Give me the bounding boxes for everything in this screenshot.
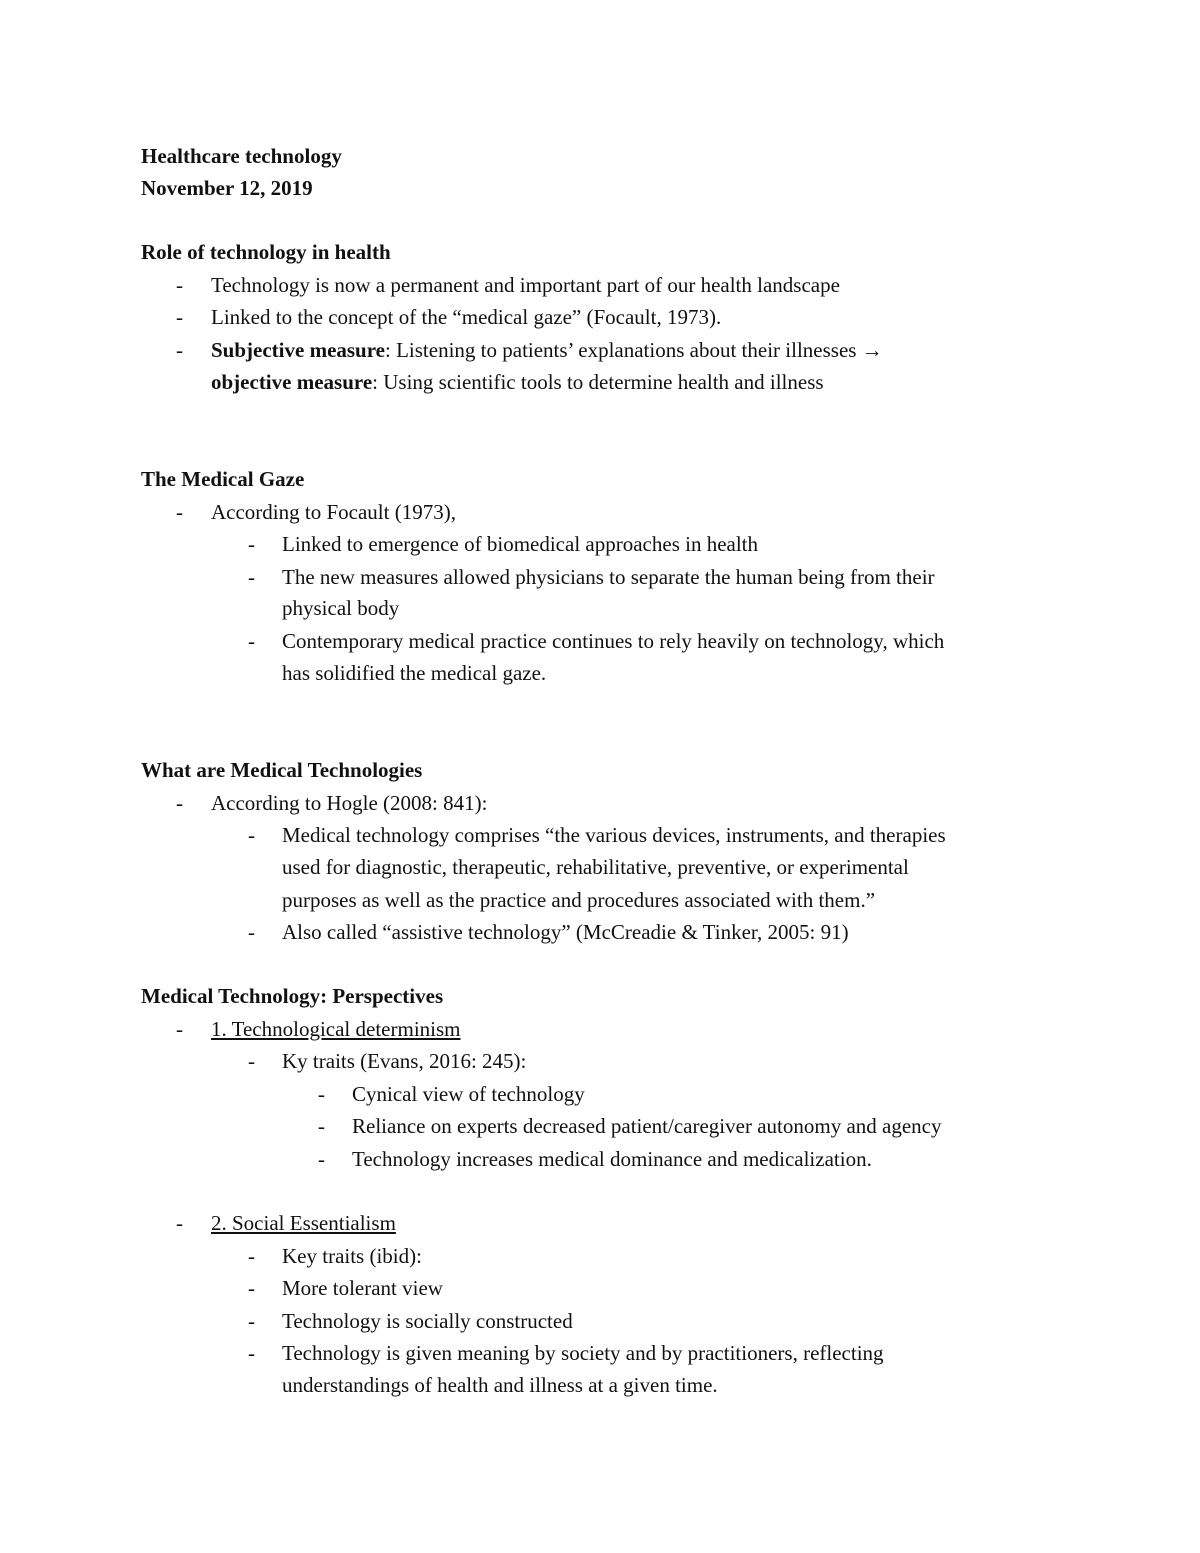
sub-bullet-text: Contemporary medical practice continues to rely heavily on technology, which	[282, 629, 945, 653]
term-objective-measure: objective measure	[211, 370, 373, 394]
perspective-title-social-essentialism: 2. Social Essentialism	[211, 1211, 396, 1235]
bullet-dash: -	[176, 500, 183, 524]
sub-bullet-text: Medical technology comprises “the various devices, instruments, and therapies	[282, 823, 946, 847]
sub-bullet-text: Linked to emergence of biomedical approaches in health	[282, 532, 759, 556]
section-heading-medical-gaze: The Medical Gaze	[141, 467, 305, 491]
bullet-dash: -	[176, 791, 183, 815]
sub-bullet-text: Technology is socially constructed	[282, 1309, 573, 1333]
sub-bullet-text: Ky traits (Evans, 2016: 245):	[282, 1049, 527, 1073]
sub-bullet-text: The new measures allowed physicians to separate the human being from their	[282, 565, 935, 589]
document-title: Healthcare technology	[141, 144, 342, 168]
sub-bullet-dash: -	[248, 1341, 255, 1365]
sub-bullet-dash: -	[248, 823, 255, 847]
sub-sub-bullet-dash: -	[318, 1114, 325, 1138]
bullet-text: According to Hogle (2008: 841):	[211, 791, 488, 815]
bullet-text: Linked to the concept of the “medical gaze” (Focault, 1973).	[211, 305, 722, 329]
sub-bullet-text-continued: physical body	[282, 596, 400, 620]
bullet-text-part: : Using scientific tools to determine health and illness	[372, 370, 824, 394]
bullet-text	[211, 334, 883, 366]
section-heading-role: Role of technology in health	[141, 240, 391, 264]
sub-bullet-dash: -	[248, 1309, 255, 1333]
sub-sub-bullet-text: Cynical view of technology	[352, 1082, 585, 1106]
bullet-dash: -	[176, 1211, 183, 1235]
sub-bullet-dash: -	[248, 1244, 255, 1268]
sub-bullet-dash: -	[248, 1276, 255, 1300]
sub-sub-bullet-text: Reliance on experts decreased patient/caregiver autonomy and agency	[352, 1114, 942, 1138]
sub-bullet-dash: -	[248, 629, 255, 653]
bullet-dash: -	[176, 1017, 183, 1041]
sub-sub-bullet-dash: -	[318, 1082, 325, 1106]
sub-bullet-text: Key traits (ibid):	[282, 1244, 422, 1268]
section-heading-what-are-medical-technologies: What are Medical Technologies	[141, 758, 423, 782]
bullet-dash: -	[176, 273, 183, 297]
sub-sub-bullet-dash: -	[318, 1147, 325, 1171]
sub-bullet-dash: -	[248, 532, 255, 556]
sub-bullet-dash: -	[248, 920, 255, 944]
bullet-text: Technology is now a permanent and important part of our health landscape	[211, 273, 840, 297]
perspective-title-technological-determinism: 1. Technological determinism	[211, 1017, 461, 1041]
bullet-text-part: : Listening to patients’ explanations about their illnesses →	[385, 338, 883, 362]
sub-bullet-text: Also called “assistive technology” (McCreadie & Tinker, 2005: 91)	[282, 920, 849, 944]
sub-bullet-text-continued: used for diagnostic, therapeutic, rehabilitative, preventive, or experimental	[282, 855, 909, 879]
sub-bullet-dash: -	[248, 565, 255, 589]
sub-sub-bullet-text: Technology increases medical dominance and medicalization.	[352, 1147, 872, 1171]
section-heading-perspectives: Medical Technology: Perspectives	[141, 984, 444, 1008]
bullet-text-continued	[211, 366, 824, 398]
bullet-dash: -	[176, 338, 183, 362]
bullet-text: According to Focault (1973),	[211, 500, 456, 524]
sub-bullet-text-continued: purposes as well as the practice and procedures associated with them.”	[282, 888, 876, 912]
sub-bullet-text: More tolerant view	[282, 1276, 443, 1300]
document-date: November 12, 2019	[141, 176, 313, 200]
sub-bullet-text-continued: has solidified the medical gaze.	[282, 661, 547, 685]
sub-bullet-dash: -	[248, 1049, 255, 1073]
term-subjective-measure: Subjective measure	[211, 338, 385, 362]
sub-bullet-text-continued: understandings of health and illness at a given time.	[282, 1373, 718, 1397]
bullet-dash: -	[176, 305, 183, 329]
sub-bullet-text: Technology is given meaning by society and by practitioners, reflecting	[282, 1341, 884, 1365]
